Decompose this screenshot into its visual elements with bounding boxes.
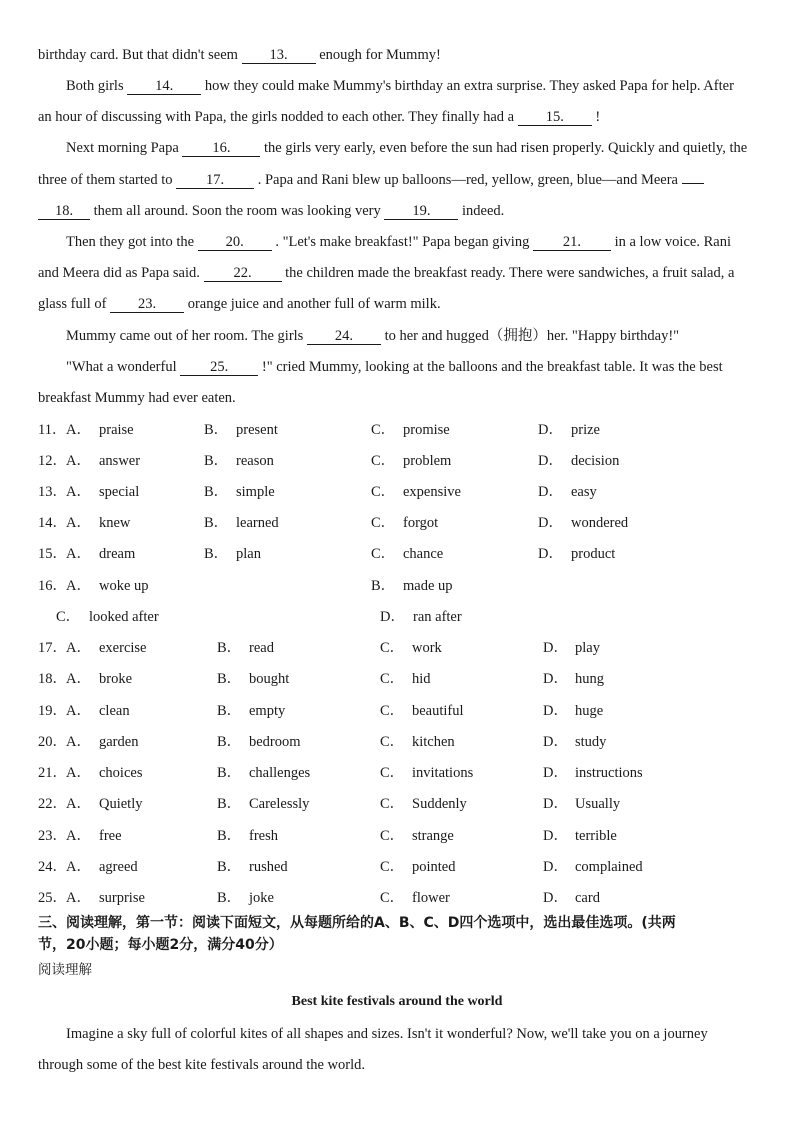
question-row-16-cont [38, 607, 758, 627]
question-number: 18． [38, 671, 67, 687]
option-letter: C． [371, 546, 396, 562]
blank-20: 20. [198, 234, 272, 251]
option-text: read [249, 640, 274, 656]
option-text: rushed [249, 859, 288, 875]
option-letter: B． [204, 515, 229, 531]
question-row-11 [38, 420, 758, 440]
option-letter: B． [217, 640, 242, 656]
option-text: strange [412, 828, 454, 844]
option-letter: A． [66, 515, 91, 531]
option-text: huge [575, 703, 604, 719]
option-letter: D． [538, 422, 563, 438]
question-number: 13． [38, 484, 67, 500]
passage-text: ! [591, 109, 601, 125]
option-letter: A． [66, 859, 91, 875]
question-row-13 [38, 482, 758, 502]
option-letter: C． [380, 703, 405, 719]
option-letter: B． [217, 671, 242, 687]
option-letter: A． [66, 796, 91, 812]
blank-18: 18. [38, 203, 90, 220]
option-text: invitations [412, 765, 474, 781]
option-text: kitchen [412, 734, 455, 750]
option-text: Quietly [99, 796, 143, 812]
option-letter: A． [66, 546, 91, 562]
option-text: Usually [575, 796, 621, 812]
option-letter: D． [543, 640, 568, 656]
question-row-14 [38, 513, 758, 533]
option-letter: B． [217, 734, 242, 750]
option-letter: D． [543, 796, 568, 812]
passage-text: Mummy came out of her room. The girls [66, 328, 307, 344]
option-letter: D． [543, 734, 568, 750]
option-letter: A． [66, 765, 91, 781]
passage-text: how they could make Mummy's birthday an extra surprise. They asked Papa for help. After [201, 78, 734, 94]
option-letter: C． [380, 890, 405, 906]
blank-22: 22. [204, 265, 282, 282]
passage-line-7 [66, 232, 758, 252]
option-text: complained [575, 859, 643, 875]
question-number: 14． [38, 515, 67, 531]
option-letter: D． [538, 515, 563, 531]
passage-line-2 [66, 76, 758, 96]
passage-text: and Meera did as Papa said. [38, 265, 204, 281]
option-letter: D． [543, 765, 568, 781]
blank-23: 23. [110, 296, 184, 313]
option-letter: D． [543, 828, 568, 844]
option-text: wondered [571, 515, 629, 531]
passage-text: . Papa and Rani blew up balloons—red, yellow, green, blue—and Meera [254, 172, 682, 188]
blank-18-start [682, 183, 704, 184]
option-text: Carelessly [249, 796, 310, 812]
blank-19: 19. [384, 203, 458, 220]
option-letter: B． [204, 422, 229, 438]
question-number: 16． [38, 578, 67, 594]
question-row-17 [38, 638, 758, 658]
option-letter: B． [371, 578, 396, 594]
option-letter: B． [204, 453, 229, 469]
option-text: answer [99, 453, 141, 469]
passage-text: enough for Mummy! [315, 47, 441, 63]
option-text: Suddenly [412, 796, 467, 812]
option-letter: C． [371, 422, 396, 438]
blank-21: 21. [533, 234, 611, 251]
question-number: 19． [38, 703, 67, 719]
option-text: forgot [403, 515, 439, 531]
option-text: surprise [99, 890, 145, 906]
option-letter: D． [543, 859, 568, 875]
question-row-12 [38, 451, 758, 471]
option-letter: C． [371, 515, 396, 531]
question-number: 25． [38, 890, 67, 906]
question-number: 20． [38, 734, 67, 750]
option-text: agreed [99, 859, 138, 875]
option-text: bedroom [249, 734, 301, 750]
option-letter: A． [66, 578, 91, 594]
question-number: 21． [38, 765, 67, 781]
option-text: challenges [249, 765, 311, 781]
option-letter: D． [538, 546, 563, 562]
option-text: decision [571, 453, 620, 469]
option-letter: B． [217, 828, 242, 844]
section-heading-line-1: 三、阅读理解，第一节：阅读下面短文，从每题所给的A、B、C、D四个选项中，选出最佳选项。(共两 [38, 915, 676, 931]
article-para-line-1: Imagine a sky full of colorful kites of all shapes and sizes. Isn't it wonderful? Now, we'll take you on a journey [66, 1026, 708, 1042]
option-letter: C． [371, 453, 396, 469]
passage-text: the children made the breakfast ready. There were sandwiches, a fruit salad, a [281, 265, 735, 281]
option-letter: D． [538, 453, 563, 469]
passage-line-1 [38, 45, 758, 65]
question-number: 22． [38, 796, 67, 812]
question-row-18 [38, 669, 758, 689]
question-number: 17． [38, 640, 67, 656]
passage-text: Next morning Papa [66, 140, 183, 156]
option-letter: D． [380, 609, 405, 625]
option-text: present [236, 422, 278, 438]
passage-text: !" cried Mummy, looking at the balloons and the breakfast table. It was the best [258, 359, 723, 375]
option-letter: C． [380, 765, 405, 781]
option-text: hid [412, 671, 431, 687]
option-letter: B． [217, 765, 242, 781]
passage-text: Then they got into the [66, 234, 198, 250]
option-letter: C． [56, 609, 81, 625]
option-text: problem [403, 453, 452, 469]
blank-13: 13. [242, 47, 316, 64]
option-text: learned [236, 515, 279, 531]
option-text: pointed [412, 859, 456, 875]
question-row-19 [38, 701, 758, 721]
option-text: work [412, 640, 442, 656]
option-text: garden [99, 734, 139, 750]
blank-15: 15. [518, 109, 592, 126]
option-text: prize [571, 422, 600, 438]
option-letter: C． [371, 484, 396, 500]
option-letter: D． [543, 703, 568, 719]
option-letter: A． [66, 890, 91, 906]
question-row-23 [38, 826, 758, 846]
passage-text: "What a wonderful [66, 359, 181, 375]
option-text: special [99, 484, 140, 500]
option-letter: C． [380, 859, 405, 875]
option-letter: C． [380, 796, 405, 812]
passage-text: the girls very early, even before the sun had risen properly. Quickly and quietly, the [260, 140, 748, 156]
passage-text: three of them started to [38, 172, 177, 188]
option-text: choices [99, 765, 143, 781]
passage-line-11 [66, 357, 758, 377]
option-letter: C． [380, 828, 405, 844]
option-text: product [571, 546, 616, 562]
article-para-line-2: through some of the best kite festivals around the world. [38, 1057, 365, 1073]
question-number: 15． [38, 546, 67, 562]
option-text: promise [403, 422, 450, 438]
option-text: knew [99, 515, 131, 531]
passage-text: in a low voice. Rani [610, 234, 731, 250]
section-heading [38, 912, 768, 956]
option-letter: B． [217, 703, 242, 719]
option-text: card [575, 890, 600, 906]
option-text: study [575, 734, 607, 750]
question-row-25 [38, 888, 758, 908]
section-heading-line-2: 节，20小题；每小题2分，满分40分） [38, 937, 283, 953]
option-text: exercise [99, 640, 147, 656]
option-letter: A． [66, 671, 91, 687]
question-number: 12． [38, 453, 67, 469]
question-number: 23． [38, 828, 67, 844]
option-text: made up [403, 578, 453, 594]
option-text: chance [403, 546, 444, 562]
option-text: flower [412, 890, 450, 906]
option-text: free [99, 828, 122, 844]
option-letter: A． [66, 828, 91, 844]
option-text: ran after [413, 609, 462, 625]
option-text: plan [236, 546, 261, 562]
passage-text: Both girls [66, 78, 128, 94]
passage-text: . "Let's make breakfast!" Papa began giving [271, 234, 533, 250]
option-text: instructions [575, 765, 643, 781]
passage-text: glass full of [38, 296, 111, 312]
blank-14: 14. [127, 78, 201, 95]
option-text: play [575, 640, 600, 656]
question-row-21 [38, 763, 758, 783]
passage-line-10 [66, 326, 758, 346]
passage-line-6 [38, 201, 758, 221]
option-text: easy [571, 484, 597, 500]
option-text: hung [575, 671, 604, 687]
question-row-20 [38, 732, 758, 752]
option-text: bought [249, 671, 290, 687]
section-subheading: 阅读理解 [38, 962, 92, 978]
question-number: 24． [38, 859, 67, 875]
question-row-16 [38, 576, 758, 596]
option-letter: D． [538, 484, 563, 500]
option-text: fresh [249, 828, 278, 844]
question-row-24 [38, 857, 758, 877]
option-text: empty [249, 703, 286, 719]
blank-25: 25. [180, 359, 258, 376]
passage-line-9 [38, 294, 758, 314]
passage-text: an hour of discussing with Papa, the girls nodded to each other. They finally had a [38, 109, 518, 125]
article-title: Best kite festivals around the world [291, 994, 503, 1009]
passage-line-5 [38, 170, 758, 190]
option-letter: B． [217, 890, 242, 906]
passage-text: to her and hugged（拥抱）her. "Happy birthday!" [380, 328, 680, 344]
option-letter: A． [66, 484, 91, 500]
option-letter: A． [66, 734, 91, 750]
blank-24: 24. [307, 328, 381, 345]
option-letter: C． [380, 671, 405, 687]
option-letter: D． [543, 671, 568, 687]
option-text: simple [236, 484, 275, 500]
question-row-22 [38, 794, 758, 814]
option-text: beautiful [412, 703, 464, 719]
option-text: praise [99, 422, 134, 438]
blank-16: 16. [182, 140, 260, 157]
passage-line-12 [38, 388, 758, 408]
option-letter: C． [380, 640, 405, 656]
option-letter: B． [204, 484, 229, 500]
option-text: clean [99, 703, 130, 719]
option-text: reason [236, 453, 274, 469]
option-text: dream [99, 546, 136, 562]
option-letter: B． [217, 859, 242, 875]
passage-text: orange juice and another full of warm milk. [184, 296, 441, 312]
passage-text: birthday card. But that didn't seem [38, 47, 242, 63]
question-row-15 [38, 544, 758, 564]
option-text: joke [249, 890, 274, 906]
option-text: expensive [403, 484, 461, 500]
option-letter: B． [217, 796, 242, 812]
passage-text: them all around. Soon the room was looking very [90, 203, 385, 219]
option-letter: A． [66, 422, 91, 438]
option-letter: B． [204, 546, 229, 562]
option-text: terrible [575, 828, 617, 844]
option-letter: A． [66, 453, 91, 469]
option-letter: C． [380, 734, 405, 750]
passage-line-8 [38, 263, 758, 283]
option-letter: A． [66, 640, 91, 656]
passage-line-4 [66, 138, 758, 158]
question-number: 11． [38, 422, 67, 438]
option-text: broke [99, 671, 133, 687]
option-text: looked after [89, 609, 159, 625]
passage-text: indeed. [458, 203, 505, 219]
option-text: woke up [99, 578, 149, 594]
option-letter: D． [543, 890, 568, 906]
passage-line-3 [38, 107, 758, 127]
blank-17: 17. [176, 172, 254, 189]
option-letter: A． [66, 703, 91, 719]
passage-text: breakfast Mummy had ever eaten. [38, 390, 236, 406]
